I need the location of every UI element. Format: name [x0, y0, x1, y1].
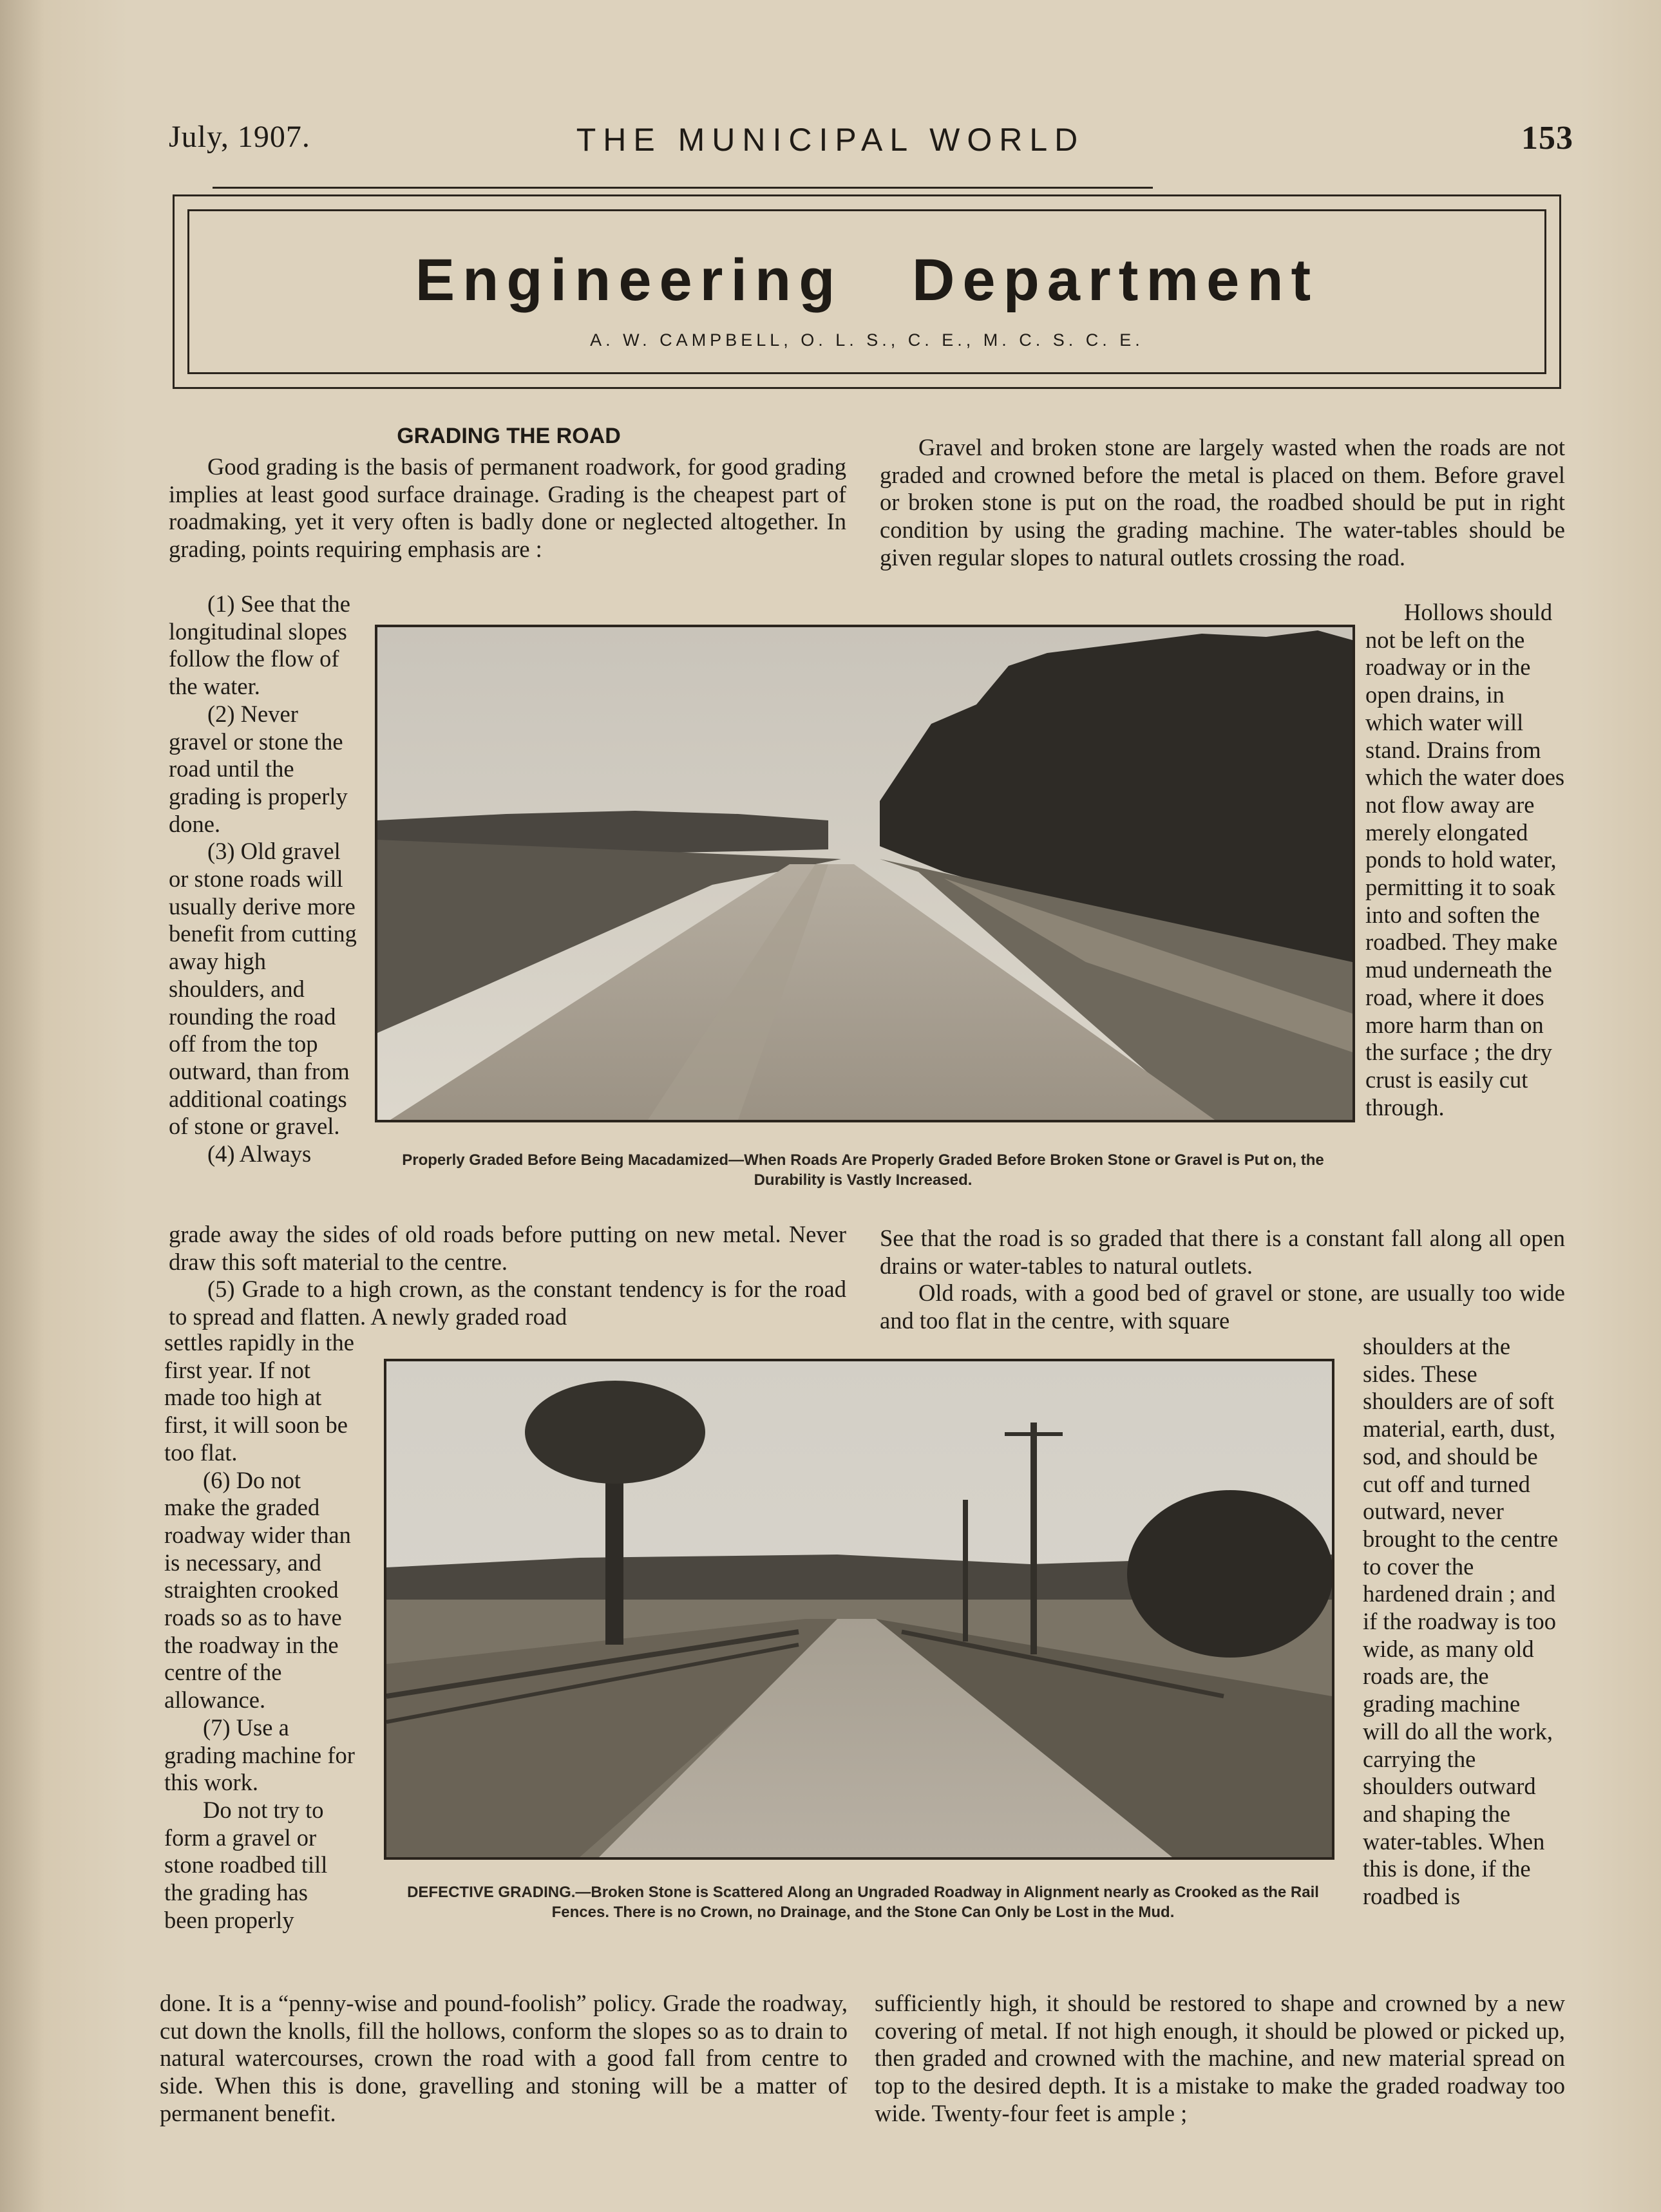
department-title: Engineering Department: [415, 247, 1319, 313]
banner-inner-border: [187, 209, 1546, 374]
left-narrow-block-2: [164, 1329, 357, 1934]
figure-caption-2: DEFECTIVE GRADING.—Broken Stone is Scattered Along an Ungraded Roadway in Alignment nearly as Crooked as the Rail Fences. There is no Crown, no Drainage, and the Stone Can Only be Lost in the Mud.: [407, 1884, 1319, 1921]
figure-caption-1: Properly Graded Before Being Macadamized—When Roads Are Properly Graded Before Broken Stone or Gravel is Put on, the Durability is Vastly Increased.: [402, 1151, 1324, 1189]
paragraph: (5) Grade to a high crown, as the constant tendency is for the road to spread and flatten. A newly graded road: [169, 1276, 846, 1330]
paragraph: done. It is a “penny-wise and pound-foolish” policy. Grade the roadway, cut down the knolls, fill the hollows, conform the slopes so as to drain to natural watercourses, crown the road with a good fall from centre to side. When this is done, gravelling and stoning will be a matter of permanent benefit.: [160, 1990, 848, 2126]
article-heading: GRADING THE ROAD: [397, 424, 621, 448]
paragraph: shoulders at the sides. These shoulders are of soft material, earth, dust, sod, and should be cut off and turned outward, never brought to the centre to cover the hardened drain ; and if the roadway is too wide, as many old roads are, the grading machine will do all the work, carrying the shoulders outward and shaping the water-tables. When this is done, if the roadbed is: [1363, 1333, 1559, 1910]
paragraph: Gravel and broken stone are largely wasted when the roads are not graded and crowned before the metal is placed on them. Before gravel or broken stone is put on the road, the roadbed should be put in right condition by using the grading machine. The water-tables should be given regular slopes to natural outlets crossing the road.: [880, 434, 1565, 571]
page-number: 153: [1521, 120, 1573, 156]
department-author: A. W. CAMPBELL, O. L. S., C. E., M. C. S. C. E.: [590, 330, 1144, 350]
paragraph: Old roads, with a good bed of gravel or stone, are usually too wide and too flat in the centre, with square: [880, 1280, 1565, 1334]
defective-road-illustration: [386, 1361, 1332, 1857]
publication-title: THE MUNICIPAL WORLD: [576, 122, 1085, 158]
left-mid-block: [169, 1221, 846, 1331]
paragraph: (1) See that the longitudinal slopes follow the flow of the water.: [169, 591, 350, 700]
left-bottom-block: [160, 1990, 848, 2128]
paragraph: (2) Never gravel or stone the road until the grading is properly done.: [169, 700, 348, 837]
paragraph: See that the road is so graded that there is a constant fall along all open drains or water-tables to natural outlets.: [880, 1225, 1565, 1279]
paragraph: (4) Always: [207, 1140, 312, 1167]
paragraph: settles rapidly in the first year. If not made too high at first, it will soon be too flat.: [164, 1329, 354, 1466]
department-banner: [173, 194, 1561, 389]
paragraph: (6) Do not make the graded roadway wider than is necessary, and straighten crooked roads so as to have the roadway in the centre of the allowance.: [164, 1466, 351, 1714]
left-narrow-block-1: [169, 591, 362, 1168]
road-photo-defective: [384, 1359, 1334, 1860]
right-narrow-block-2: [1363, 1333, 1562, 1911]
right-bottom-block: [875, 1990, 1565, 2128]
banner-rule: [213, 187, 1153, 189]
paragraph: Do not try to form a gravel or stone roadbed till the grading has been properly: [164, 1796, 328, 1933]
paragraph: (3) Old gravel or stone roads will usually derive more benefit from cutting away high shoulders, and rounding the road off from the top outward, than from additional coatings of stone or gravel.: [169, 838, 357, 1140]
paragraph: (7) Use a grading machine for this work.: [164, 1714, 355, 1796]
right-top-block: [880, 434, 1565, 572]
paragraph: grade away the sides of old roads before putting on new metal. Never draw this soft material to the centre.: [169, 1221, 846, 1275]
right-narrow-block-1: [1365, 599, 1565, 1121]
paragraph: sufficiently high, it should be restored to shape and crowned by a new covering of metal. If not high enough, it should be plowed or picked up, then graded and crowned with the machine, and new material spread on top to the desired depth. It is a mistake to make the graded roadway too wide. Twenty-four feet is ample ;: [875, 1990, 1565, 2126]
right-mid-block: [880, 1225, 1565, 1335]
road-photo-graded: [375, 625, 1355, 1122]
graded-road-illustration: [377, 627, 1353, 1120]
left-intro-block: [169, 453, 846, 563]
paragraph: Good grading is the basis of permanent roadwork, for good grading implies at least good surface drainage. Grading is the cheapest part of roadmaking, yet it very often is badly done or neglected altogether. In grading, points requiring emphasis are :: [169, 453, 846, 563]
issue-date: July, 1907.: [169, 120, 310, 154]
paragraph: Hollows should not be left on the roadway or in the open drains, in which water will stand. Drains from which the water does not flow away are merely elongated ponds to hold water, permitting it to soak into and soften the roadbed. They make mud underneath the road, where it does more harm than on the surface ; the dry crust is easily cut through.: [1365, 599, 1565, 1120]
